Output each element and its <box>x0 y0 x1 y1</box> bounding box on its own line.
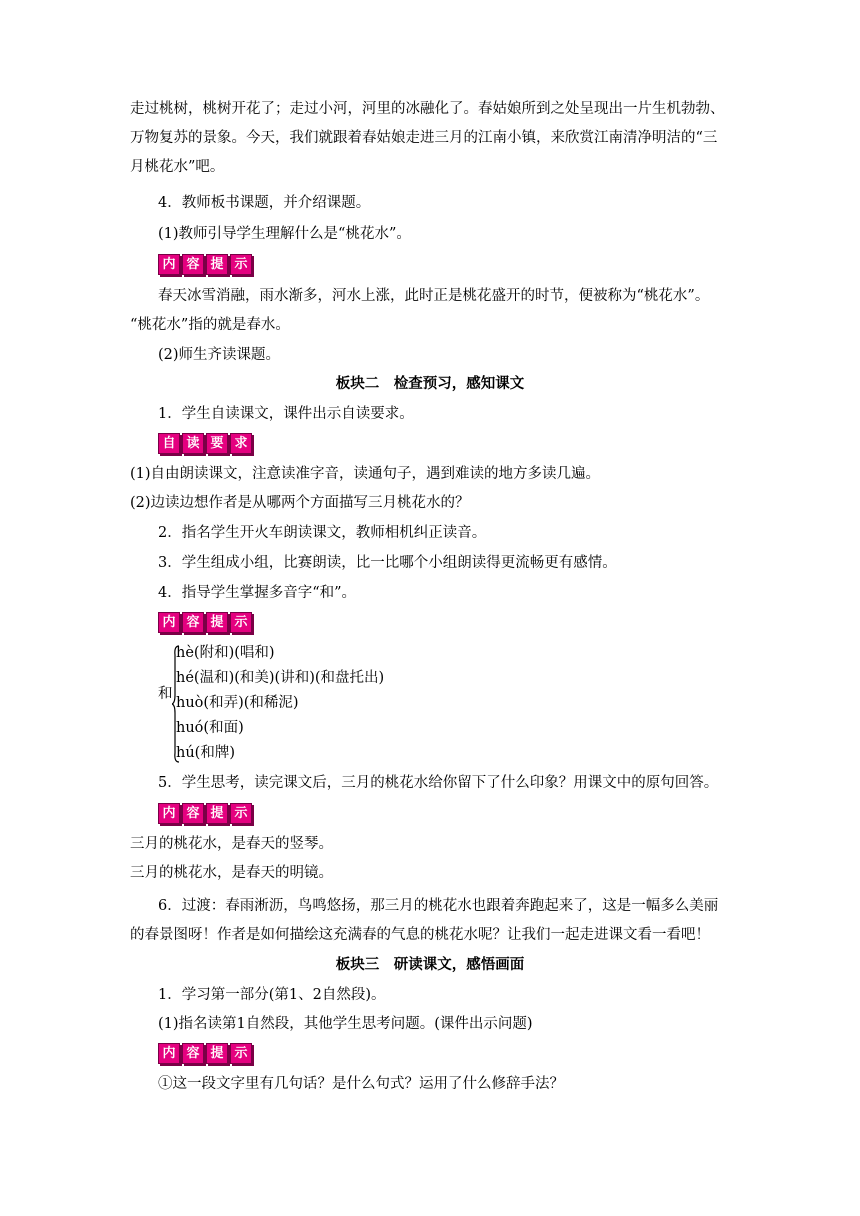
tag-char: 示 <box>230 803 252 824</box>
tag-char: 容 <box>182 612 204 633</box>
tag-char: 内 <box>158 1043 180 1064</box>
tag-char: 容 <box>182 803 204 824</box>
step-item: 6．过渡：春雨淅沥，鸟鸣悠扬，那三月的桃花水也跟着奔跑起来了，这是一幅多么美丽 <box>158 898 719 914</box>
sub-item: (2)师生齐读课题。 <box>158 347 281 363</box>
sub-item: (1)教师引导学生理解什么是“桃花水”。 <box>158 226 411 242</box>
tag-char: 内 <box>158 612 180 633</box>
step-item: 5．学生思考，读完课文后，三月的桃花水给你留下了什么印象？用课文中的原句回答。 <box>158 775 719 791</box>
polyphone-char: 和 <box>158 686 173 702</box>
paragraph-line: 走过桃树，桃树开花了；走过小河，河里的冰融化了。春姑娘所到之处呈现出一片生机勃勃、 <box>130 101 725 117</box>
content-tip-tag <box>158 254 252 275</box>
tag-char: 提 <box>206 803 228 824</box>
tip-text: 三月的桃花水，是春天的明镜。 <box>130 865 333 881</box>
tag-char: 提 <box>206 1043 228 1064</box>
tag-char: 提 <box>206 254 228 275</box>
pronunciation-item: huó(和面) <box>176 720 244 736</box>
requirement-item: (2)边读边想作者是从哪两个方面描写三月桃花水的？ <box>130 495 470 511</box>
section-heading: 板块三 研读课文，感悟画面 <box>335 956 525 973</box>
question-item: ①这一段文字里有几句话？是什么句式？运用了什么修辞手法？ <box>158 1076 564 1092</box>
step-item: 4．指导学生掌握多音字“和”。 <box>158 585 357 601</box>
step-item: 1．学习第一部分(第1、2自然段)。 <box>158 987 386 1003</box>
pronunciation-item: hè(附和)(唱和) <box>176 645 275 661</box>
tag-char: 读 <box>182 433 204 454</box>
tag-char: 示 <box>230 612 252 633</box>
section-heading: 板块二 检查预习，感知课文 <box>335 375 525 392</box>
tip-text: 三月的桃花水，是春天的竖琴。 <box>130 836 333 852</box>
pronunciation-item: hú(和牌) <box>176 745 235 761</box>
tag-char: 提 <box>206 612 228 633</box>
step-item: 3．学生组成小组，比赛朗读，比一比哪个小组朗读得更流畅更有感情。 <box>158 555 617 571</box>
content-tip-tag <box>158 1043 252 1064</box>
tag-char: 示 <box>230 254 252 275</box>
sub-item: (1)指名读第1自然段，其他学生思考问题。(课件出示问题) <box>158 1016 533 1032</box>
paragraph-line: 月桃花水”吧。 <box>130 159 225 175</box>
paragraph-line: 的春景图呀！作者是如何描绘这充满春的气息的桃花水呢？让我们一起走进课文看一看吧！ <box>130 927 710 943</box>
tag-char: 容 <box>182 1043 204 1064</box>
reading-requirement-tag <box>158 433 252 454</box>
content-tip-tag <box>158 612 252 633</box>
tag-char: 示 <box>230 1043 252 1064</box>
tip-text: 春天冰雪消融，雨水渐多，河水上涨，此时正是桃花盛开的时节，便被称为“桃花水”。 <box>158 288 710 304</box>
pronunciation-item: huò(和弄)(和稀泥) <box>176 695 299 711</box>
tip-text: “桃花水”指的就是春水。 <box>130 317 290 333</box>
requirement-item: (1)自由朗读课文，注意读准字音，读通句子，遇到难读的地方多读几遍。 <box>130 466 601 482</box>
step-item: 4．教师板书课题，并介绍课题。 <box>158 195 371 211</box>
step-item: 2．指名学生开火车朗读课文，教师相机纠正读音。 <box>158 525 487 541</box>
tag-char: 内 <box>158 803 180 824</box>
paragraph-line: 万物复苏的景象。今天，我们就跟着春姑娘走进三月的江南小镇，来欣赏江南清净明洁的“三 <box>130 130 718 146</box>
content-tip-tag <box>158 803 252 824</box>
tag-char: 容 <box>182 254 204 275</box>
tag-char: 要 <box>206 433 228 454</box>
tag-char: 内 <box>158 254 180 275</box>
tag-char: 自 <box>158 433 180 454</box>
tag-char: 求 <box>230 433 252 454</box>
step-item: 1．学生自读课文，课件出示自读要求。 <box>158 406 414 422</box>
pronunciation-item: hé(温和)(和美)(讲和)(和盘托出) <box>176 670 385 686</box>
